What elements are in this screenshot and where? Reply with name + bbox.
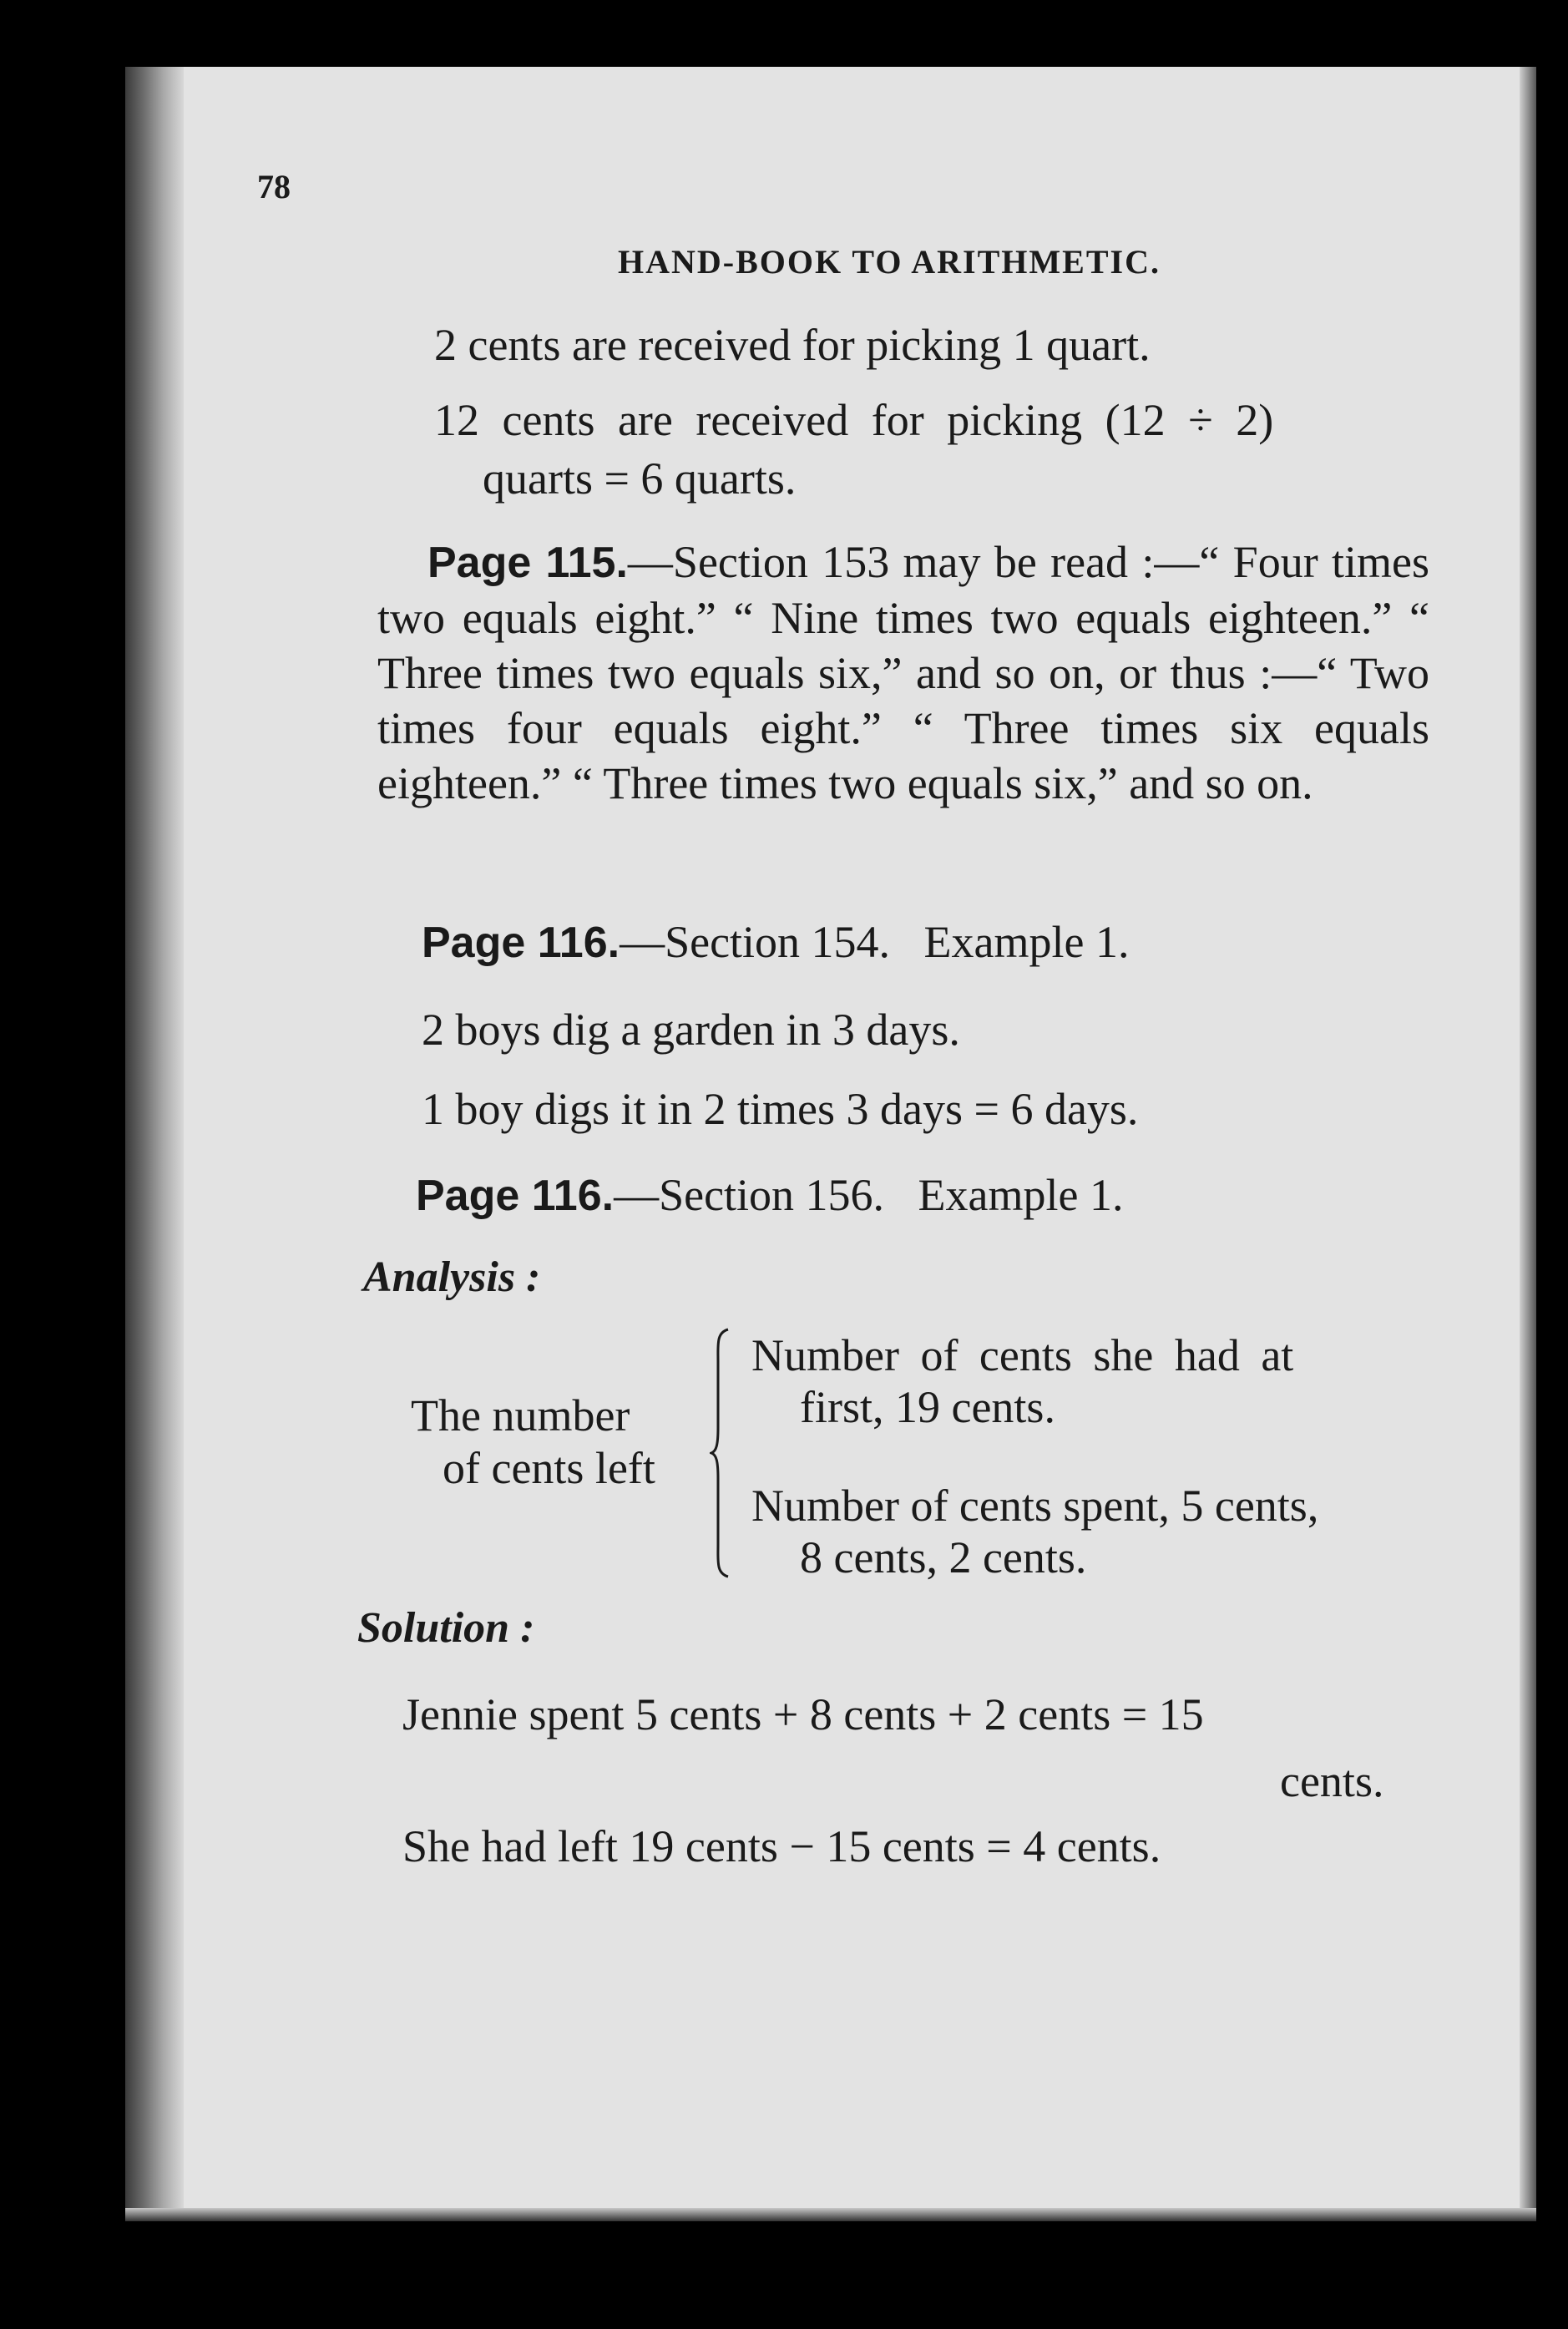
text-line: 12 cents are received for picking (12 ÷ 2) <box>434 395 1274 445</box>
text-line: quarts = 6 quarts. <box>483 453 797 504</box>
paragraph-lead: Page 115. <box>427 539 628 587</box>
book-page <box>125 67 1536 2221</box>
solution-line-continuation: cents. <box>1280 1756 1384 1806</box>
analysis-right-line: Number of cents she had at <box>751 1330 1294 1380</box>
text-line: 2 boys dig a garden in 3 days. <box>422 1005 960 1055</box>
solution-line: She had left 19 cents − 15 cents = 4 cents. <box>402 1821 1161 1871</box>
running-title: HAND-BOOK TO ARITHMETIC. <box>618 243 1161 281</box>
analysis-left-line: The number <box>411 1390 630 1440</box>
section-heading-line <box>422 914 1129 970</box>
curly-brace-icon <box>710 1328 731 1578</box>
section-text: —Section 156. Example 1. <box>614 1170 1124 1220</box>
page-bottom-edge <box>125 2208 1536 2221</box>
page-right-edge <box>1520 67 1536 2221</box>
section-lead: Page 116. <box>422 919 620 967</box>
section-heading-line <box>416 1167 1123 1223</box>
paragraph-text: —Section 153 may be read :—“ Four times two equals eight.” “ Nine times two equals eighteen.” “ Three times two equals six,” and so on, or thus :—“ Two times four equals eight.” “ Three times six equals eighteen.” “ Three times two equals six,” and so on. <box>377 537 1429 808</box>
analysis-right-line: Number of cents spent, 5 cents, <box>751 1481 1319 1531</box>
analysis-right-line: 8 cents, 2 cents. <box>800 1532 1087 1582</box>
page-gutter-shadow <box>125 67 184 2221</box>
section-text: —Section 154. Example 1. <box>620 917 1130 967</box>
text-line: 1 boy digs it in 2 times 3 days = 6 days. <box>422 1084 1139 1134</box>
section-lead: Page 116. <box>416 1172 615 1220</box>
solution-line: Jennie spent 5 cents + 8 cents + 2 cents = 15 <box>402 1689 1204 1739</box>
solution-heading: Solution : <box>357 1604 535 1652</box>
paragraph-page-115 <box>377 534 1429 811</box>
analysis-right-line: first, 19 cents. <box>800 1382 1055 1432</box>
analysis-heading: Analysis : <box>363 1253 541 1301</box>
analysis-left-line: of cents left <box>443 1443 655 1493</box>
text-line: 2 cents are received for picking 1 quart. <box>434 320 1151 370</box>
page-number: 78 <box>257 168 291 205</box>
